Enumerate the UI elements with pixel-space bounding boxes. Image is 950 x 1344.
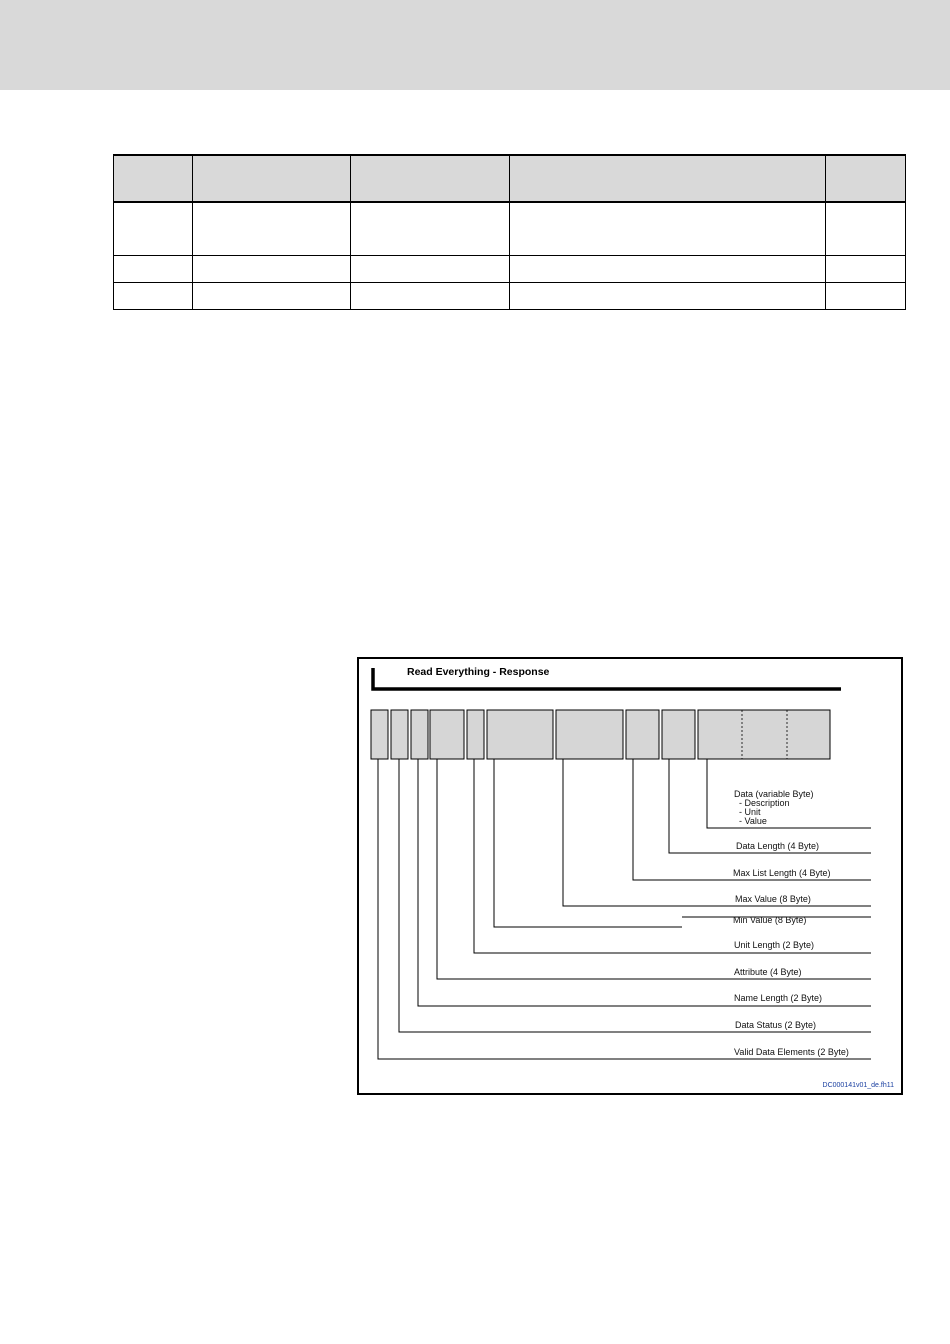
figure-title: Read Everything - Response — [407, 666, 550, 678]
table-header-row — [114, 155, 906, 202]
table-row — [114, 202, 906, 256]
field-box-name-length — [411, 710, 428, 759]
field-label-min-value: Min Value (8 Byte) — [733, 915, 807, 925]
field-box-max-value — [556, 710, 623, 759]
table-row — [114, 283, 906, 310]
field-label-name-length: Name Length (2 Byte) — [734, 993, 823, 1003]
field-label-max-value: Max Value (8 Byte) — [735, 894, 811, 904]
table-header-cell — [114, 155, 193, 202]
table-header-cell — [826, 155, 906, 202]
read-everything-response-figure — [357, 657, 903, 1095]
telegram-structure-diagram — [359, 659, 905, 1097]
field-label-max-list-length: Max List Length (4 Byte) — [733, 868, 831, 878]
field-box-unit-length — [467, 710, 484, 759]
field-box-max-list-length — [626, 710, 659, 759]
field-label-attribute: Attribute (4 Byte) — [734, 967, 802, 977]
parameter-table — [113, 154, 906, 310]
leader-max-value — [563, 759, 871, 906]
field-label-valid-data-elements: Valid Data Elements (2 Byte) — [734, 1047, 849, 1057]
data-item-description: - Description — [739, 798, 790, 808]
leader-valid-data-elements — [378, 759, 871, 1059]
page-header-band — [0, 0, 950, 90]
field-label-data-status: Data Status (2 Byte) — [735, 1020, 817, 1030]
field-box-attribute — [430, 710, 464, 759]
table-row — [114, 256, 906, 283]
data-label: Data (variable Byte) — [734, 789, 814, 799]
field-box-data-status — [391, 710, 408, 759]
field-box-min-value — [487, 710, 553, 759]
figure-reference: DC000141v01_de.fh11 — [822, 1082, 894, 1089]
data-item-value: - Value — [739, 816, 767, 826]
table-header-cell — [510, 155, 826, 202]
data-item-unit: - Unit — [739, 807, 761, 817]
field-label-data-length: Data Length (4 Byte) — [736, 841, 820, 851]
field-box-data-length — [662, 710, 695, 759]
table-header-cell — [351, 155, 510, 202]
field-box-data — [698, 710, 830, 759]
table-header-cell — [193, 155, 351, 202]
field-box-valid-data-elements — [371, 710, 388, 759]
field-label-unit-length: Unit Length (2 Byte) — [734, 940, 815, 950]
